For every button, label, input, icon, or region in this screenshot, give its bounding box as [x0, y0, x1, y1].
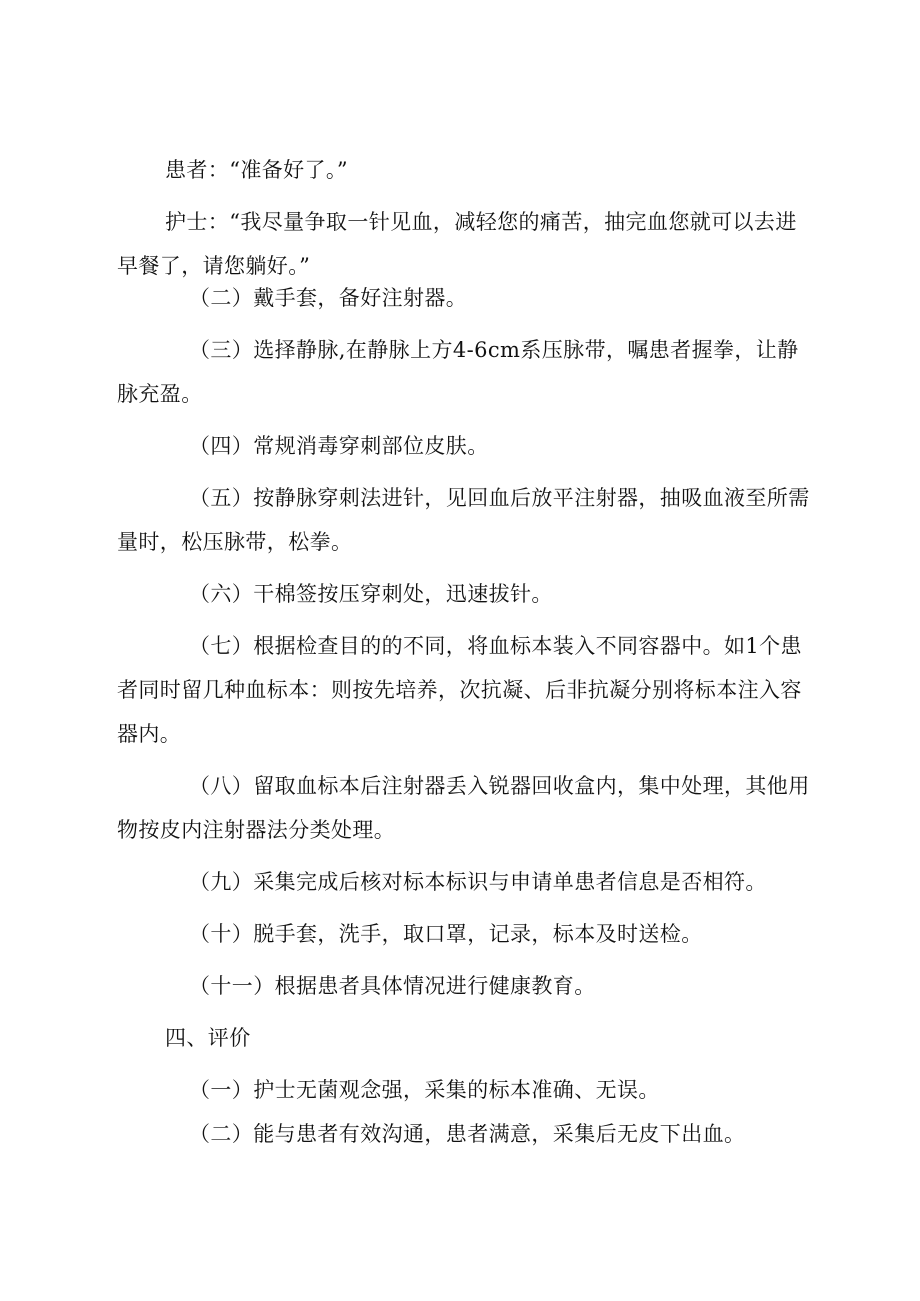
evaluation-item-2: （二）能与患者有效沟通，患者满意，采集后无皮下出血。 [189, 1122, 746, 1146]
paragraph-nurse-reassure: 护士：“我尽量争取一针见血，减轻您的痛苦，抽完血您就可以去进早餐了，请您躺好。” [117, 210, 797, 278]
step-10: （十）脱手套，洗手，取口罩，记录，标本及时送检。 [189, 922, 703, 946]
step-9: （九）采集完成后核对标本标识与申请单患者信息是否相符。 [189, 870, 767, 894]
step-6: （六）干棉签按压穿刺处，迅速拔针。 [189, 582, 553, 606]
step-5: （五）按静脉穿刺法进针，见回血后放平注射器，抽吸血液至所需量时，松压脉带，松拳。 [117, 486, 810, 554]
step-11: （十一）根据患者具体情况进行健康教育。 [189, 974, 596, 998]
paragraph-patient-ready: 患者：“准备好了。” [165, 158, 348, 182]
step-7: （七）根据检查目的的不同，将血标本装入不同容器中。如1个患者同时留几种血标本：则按先培养，次抗凝、后非抗凝分别将标本注入容器内。 [117, 634, 802, 746]
step-4: （四）常规消毒穿刺部位皮肤。 [189, 434, 489, 458]
evaluation-item-1: （一）护士无菌观念强，采集的标本准确、无误。 [189, 1078, 660, 1102]
step-3: （三）选择静脉,在静脉上方4-6cm系压脉带，嘱患者握拳，让静脉充盈。 [117, 338, 799, 406]
steps-section [117, 276, 817, 1156]
step-2: （二）戴手套，备好注射器。 [189, 286, 468, 310]
dialogue-patient [117, 148, 817, 192]
dialogue-nurse [117, 200, 817, 288]
section-heading-evaluation: 四、评价 [165, 1026, 251, 1050]
step-8: （八）留取血标本后注射器丢入锐器回收盒内，集中处理，其他用物按皮内注射器法分类处理。 [117, 774, 810, 842]
